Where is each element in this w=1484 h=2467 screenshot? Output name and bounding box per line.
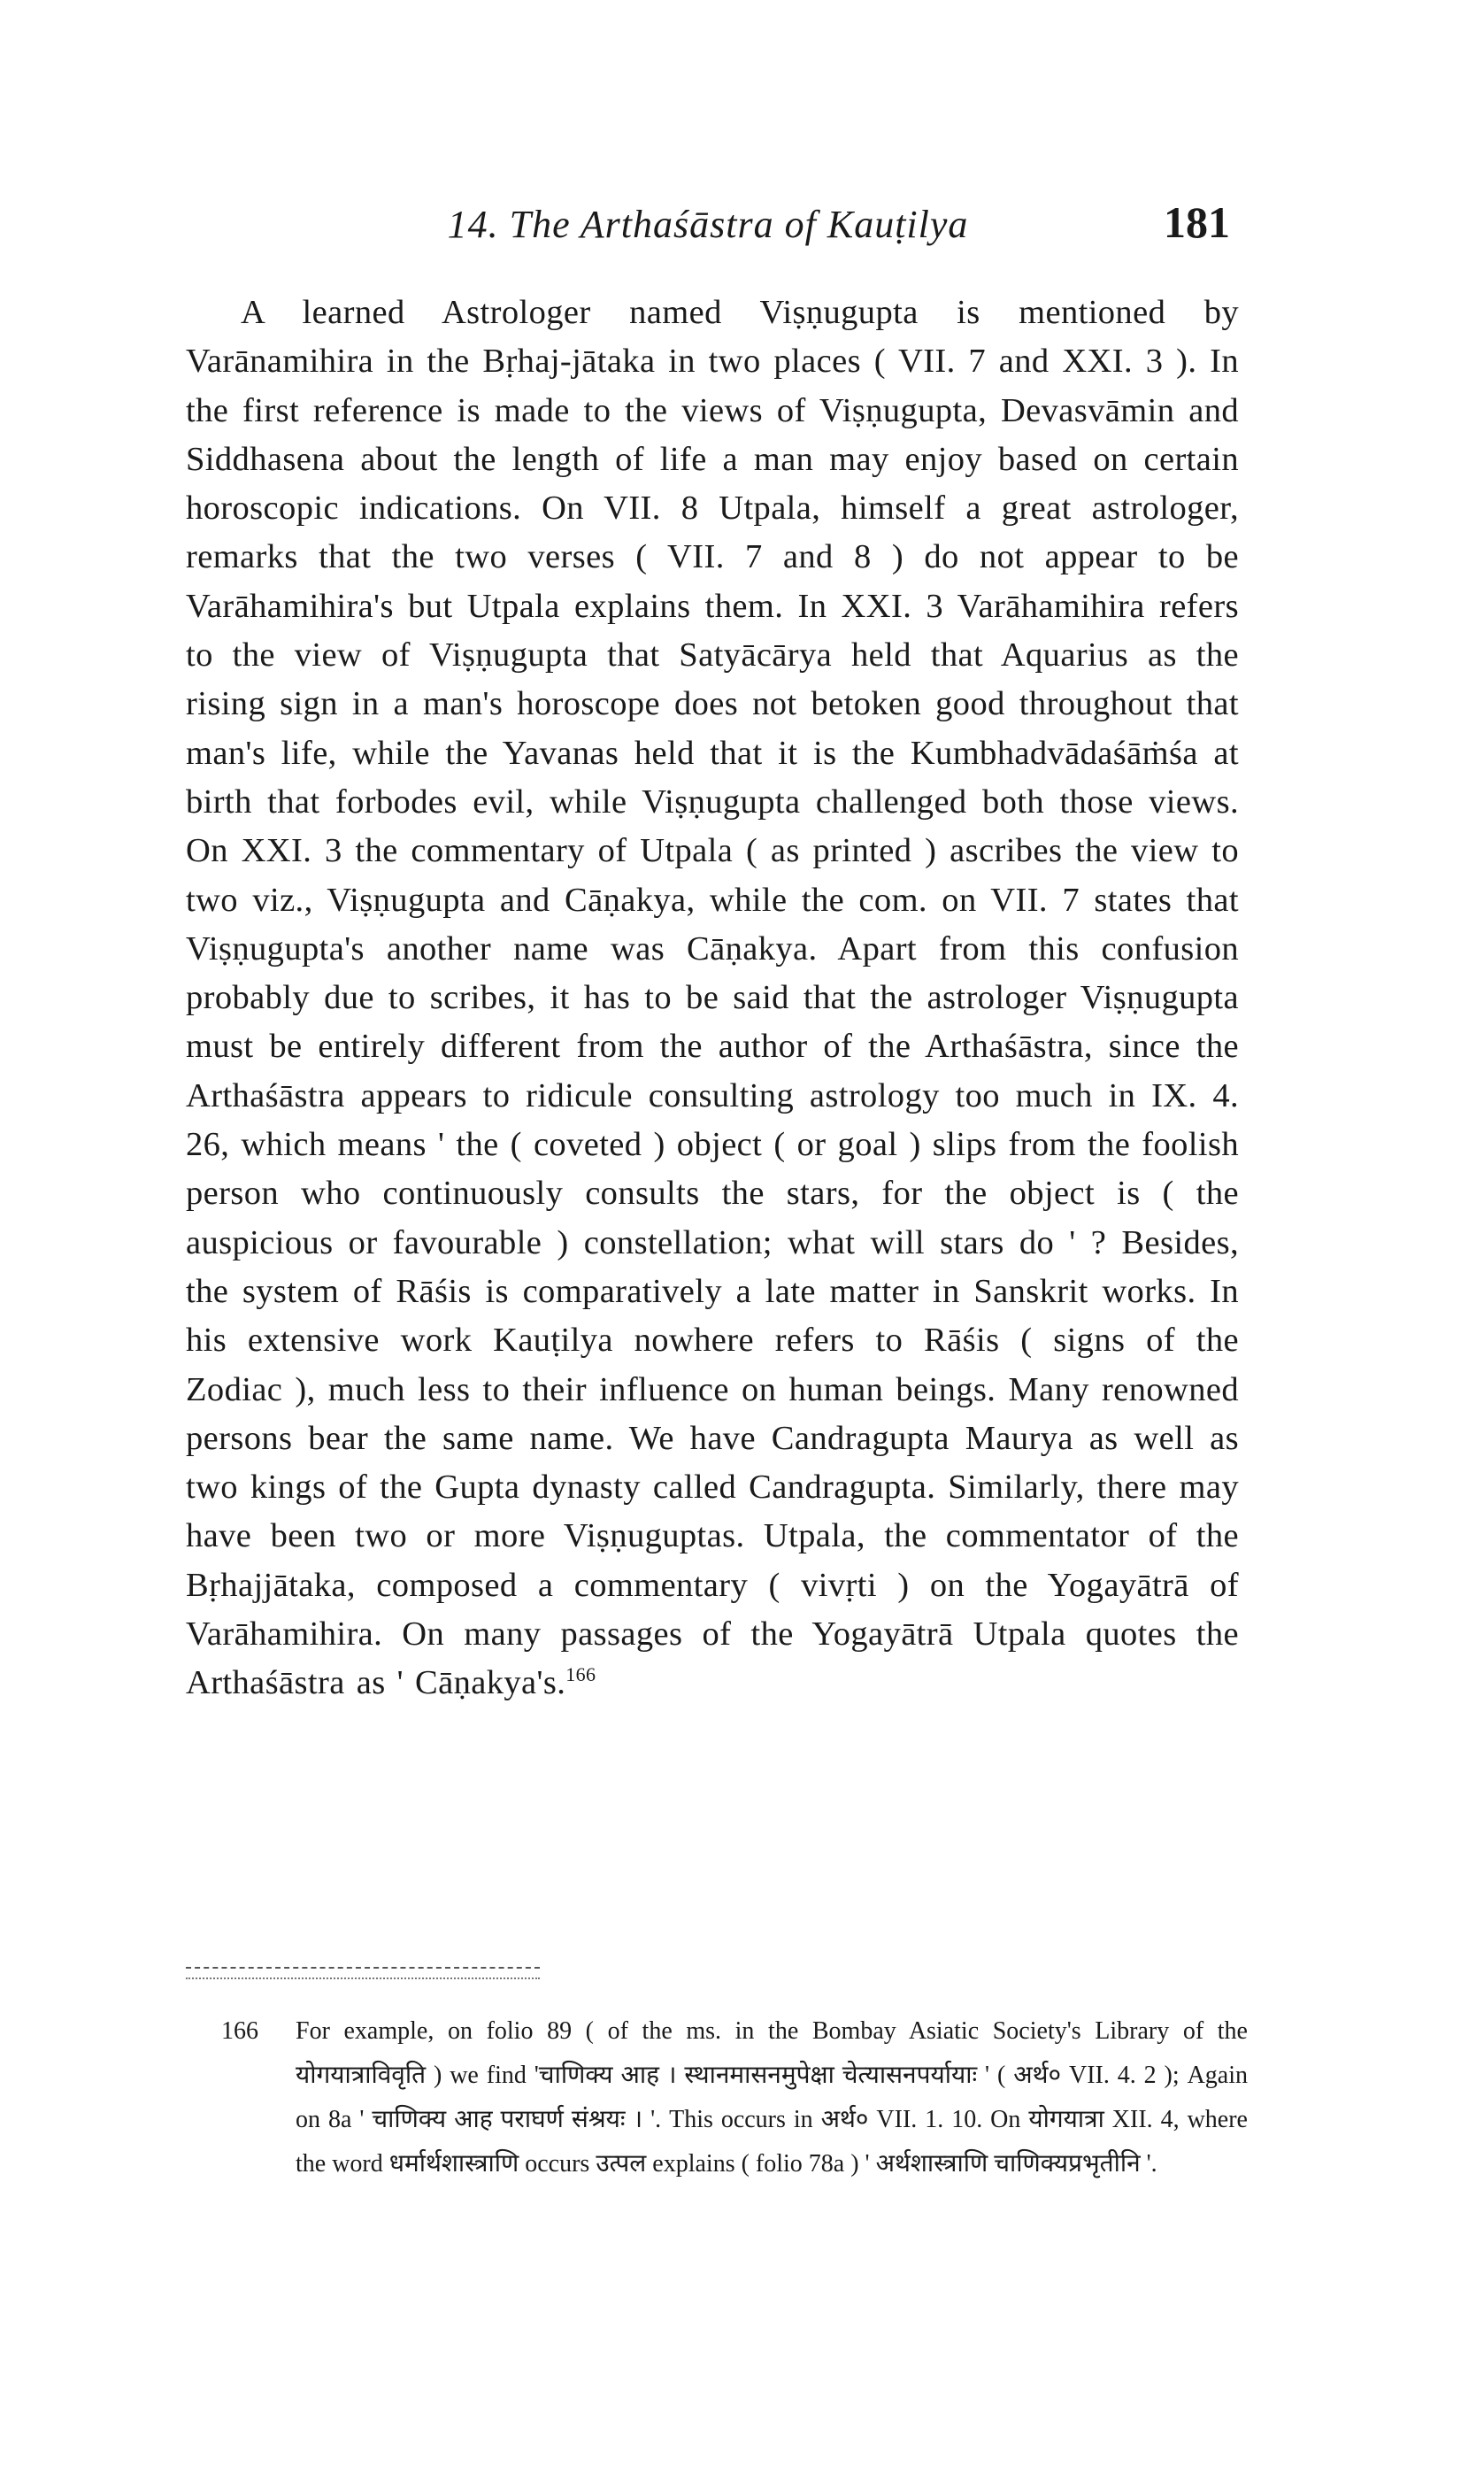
running-title: 14. The Arthaśāstra of Kauṭilya <box>447 203 969 246</box>
paragraph-text: A learned Astrologer named Viṣṇugupta is mentioned by Varānamihira in the Bṛhaj-jātaka in two places ( VII. 7 and XXI. 3 ). In the first reference is made to the views of Viṣṇugupta, Devasvāmin and Siddhasena about the length of life a man may enjoy based on certain horoscopic indications. On VII. 8 Utpala, himself a great astrologer, remarks that the two verses ( VII. 7 and 8 ) do not appear to be Varāhamihira's but Utpala explains them. In XXI. 3 Varāhamihira refers to the view of Viṣṇugupta that Satyācārya held that Aquarius as the rising sign in a man's horoscope does not betoken good throughout that man's life, while the Yavanas held that it is the Kumbhadvādaśāṁśa at birth that forbodes evil, while Viṣṇugupta challenged both those views. On XXI. 3 the commentary of Utpala ( as printed ) ascribes the view to two viz., Viṣṇugupta and Cāṇakya, while the com. on VII. 7 states that Viṣṇugupta's another name was Cāṇakya. Apart from this confusion probably due to scribes, it has to be said that the astrologer Viṣṇugupta must be entirely different from the author of the Arthaśāstra, since the Arthaśāstra appears to ridicule consulting astrology too much in IX. 4. 26, which means ' the ( coveted ) object ( or goal ) slips from the foolish person who continuously consults the stars, for the object is ( the auspicious or favourable ) constellation; what will stars do ' ? Besides, the system of Rāśis is comparatively a late matter in Sanskrit works. In his extensive work Kauṭilya nowhere refers to Rāśis ( signs of the Zodiac ), much less to their influence on human beings. Many renowned persons bear the same name. We have Candragupta Maurya as well as two kings of the Gupta dynasty called Candragupta. Similarly, there may have been two or more Viṣṇuguptas. Utpala, the commentator of the Bṛhajjātaka, composed a commentary ( vivṛti ) on the Yogayātrā of Varāhamihira. On many passages of the Yogayātrā Utpala quotes the Arthaśāstra as ' Cāṇakya's. <box>186 294 1239 1702</box>
footnote-text: For example, on folio 89 ( of the ms. in the Bombay Asiatic Society's Library of the योगयात्राविवृति ) we find 'चाणिक्य आह । स्थानमासनमुपेक्षा चेत्यासनपर्यायाः ' ( अर्थ० VII. 4. 2 ); Again on 8a ' चाणिक्य आह पराघर्ण संश्रयः । '. This occurs in अर्थ० VII. 1. 10. On योगयात्रा XII. 4, where the word धर्मार्थशास्त्राणि occurs उत्पल explains ( folio 78a ) ' अर्थशास्त्राणि चाणिक्यप्रभृतीनि '. <box>296 2017 1248 2178</box>
footnote-reference: 166 <box>565 1663 596 1686</box>
footnote-divider <box>186 1967 540 1979</box>
running-head <box>186 197 1230 255</box>
body-paragraph <box>186 289 1239 1708</box>
footnote <box>221 2009 1248 2186</box>
page-number: 181 <box>1164 197 1230 247</box>
footnote-number: 166 <box>221 2017 258 2045</box>
